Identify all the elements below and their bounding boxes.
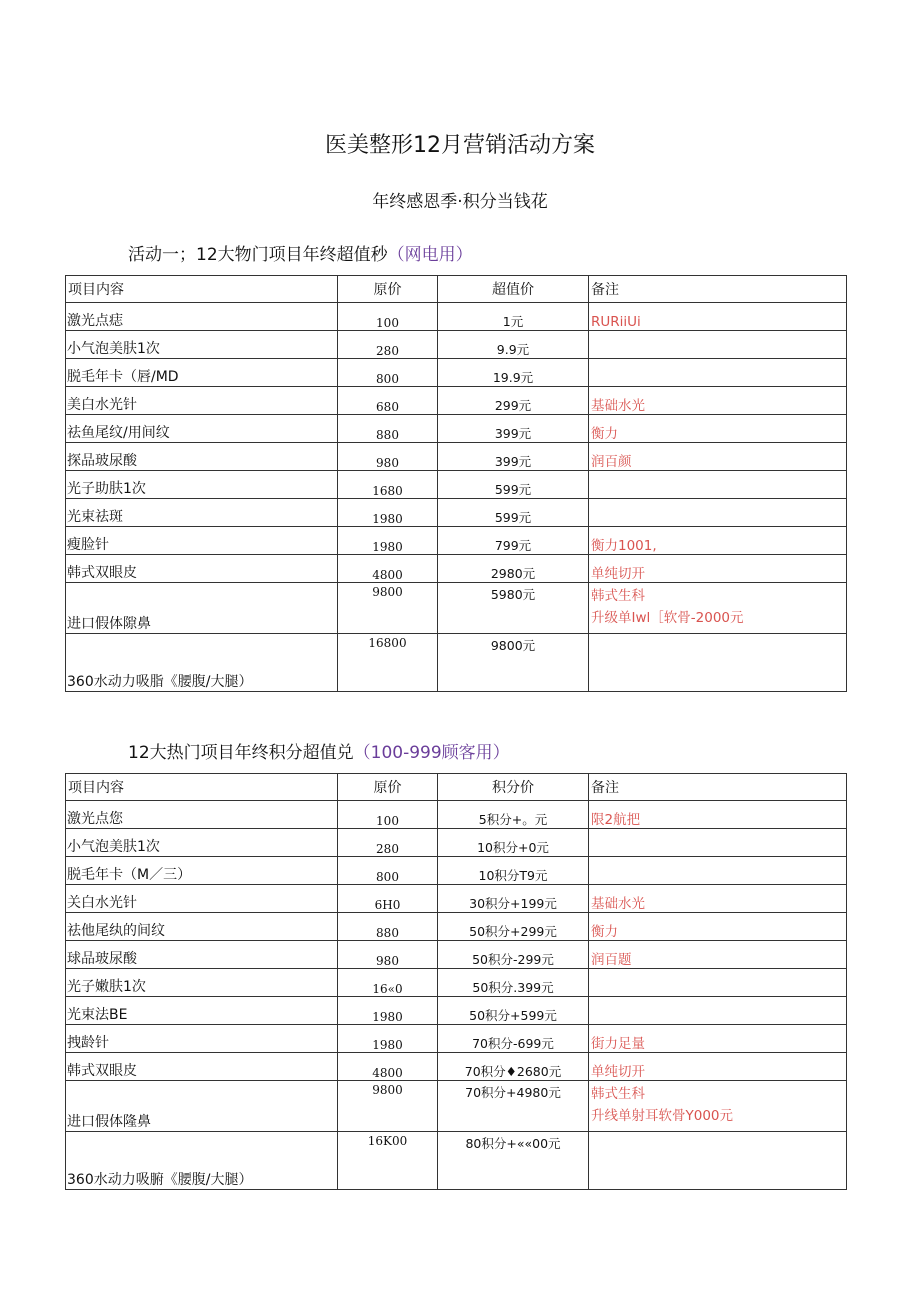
deal-price-cell: 9.9元 [438,331,589,359]
table-row [66,303,847,331]
item-name-cell: 进口假体隙鼻 [66,583,338,634]
table-row [66,359,847,387]
note-cell: 衡力1001, [589,527,847,555]
note-cell [589,359,847,387]
section1-table [65,275,847,692]
deal-price-cell: 1元 [438,303,589,331]
deal-price-cell: 599元 [438,471,589,499]
deal-price-cell: 9800元 [438,634,589,692]
deal-price-cell: 70积分♦2680元 [438,1053,589,1081]
table-row [66,331,847,359]
note-cell: RURiiUi [589,303,847,331]
orig-price-cell: 1980 [338,527,438,555]
item-name-cell: 拽龄针 [66,1025,338,1053]
section2-heading-paren: （100-999顾客用） [353,743,510,763]
item-name-cell: 脱毛年卡（M／三） [66,857,338,885]
table-row [66,1081,847,1132]
table-row [66,941,847,969]
item-name-cell: 360水动力吸腑《腰腹/大腿） [66,1132,338,1190]
deal-price-cell: 70积分-699元 [438,1025,589,1053]
table-row [66,499,847,527]
deal-price-cell: 799元 [438,527,589,555]
item-name-cell: 光束祛斑 [66,499,338,527]
orig-price-cell: 280 [338,331,438,359]
note-cell: 单纯切开 [589,1053,847,1081]
note-cell [589,829,847,857]
header-note: 备注 [589,774,847,801]
note-cell: 衡力 [589,913,847,941]
item-name-cell: 激光点痣 [66,303,338,331]
item-name-cell: 360水动力吸脂《腰腹/大腿） [66,634,338,692]
section2-table [65,773,847,1190]
orig-price-cell: 1980 [338,499,438,527]
note-cell [589,499,847,527]
note-cell: 限2航把 [589,801,847,829]
header-note: 备注 [589,276,847,303]
table-row [66,801,847,829]
table-header-row [66,774,847,801]
section2-heading [128,738,510,763]
deal-price-cell: 19.9元 [438,359,589,387]
table-row [66,555,847,583]
header-orig: 原价 [338,774,438,801]
header-deal: 积分价 [438,774,589,801]
deal-price-cell: 5980元 [438,583,589,634]
deal-price-cell: 50积分.399元 [438,969,589,997]
note-cell: 润百颜 [589,443,847,471]
table-row [66,1132,847,1190]
item-name-cell: 球品玻尿酸 [66,941,338,969]
table-row [66,443,847,471]
table-row [66,527,847,555]
orig-price-cell: 280 [338,829,438,857]
orig-price-cell: 100 [338,801,438,829]
orig-price-cell: 1980 [338,997,438,1025]
orig-price-cell: 100 [338,303,438,331]
section1-heading-main: 活动一；12大物门项目年终超值秒 [128,245,388,265]
deal-price-cell: 399元 [438,415,589,443]
orig-price-cell: 980 [338,443,438,471]
orig-price-cell: 16800 [338,634,438,692]
section1-heading-paren: （网电用） [387,245,473,265]
note-cell [589,583,847,634]
item-name-cell: 进口假体隆鼻 [66,1081,338,1132]
header-item: 项目内容 [66,276,338,303]
item-name-cell: 韩式双眼皮 [66,555,338,583]
orig-price-cell: 1680 [338,471,438,499]
note-cell: 基础水光 [589,387,847,415]
item-name-cell: 美白水光针 [66,387,338,415]
header-deal: 超值价 [438,276,589,303]
orig-price-cell: 6H0 [338,885,438,913]
orig-price-cell: 800 [338,359,438,387]
note-cell [589,1081,847,1132]
deal-price-cell: 50积分+599元 [438,997,589,1025]
note-cell [589,857,847,885]
orig-price-cell: 4800 [338,1053,438,1081]
table-row [66,857,847,885]
item-name-cell: 小气泡美肤1次 [66,829,338,857]
note-line-secondary: 升线单射耳软骨Y000元 [591,1108,734,1124]
table-row [66,885,847,913]
note-cell: 街力足量 [589,1025,847,1053]
table-row [66,1025,847,1053]
note-cell: 润百题 [589,941,847,969]
deal-price-cell: 399元 [438,443,589,471]
section2-heading-main: 12大热门项目年终积分超值兑 [128,743,354,763]
table-row [66,415,847,443]
deal-price-cell: 10积分T9元 [438,857,589,885]
deal-price-cell: 50积分+299元 [438,913,589,941]
note-cell [589,997,847,1025]
deal-price-cell: 599元 [438,499,589,527]
table-header-row [66,276,847,303]
note-line: 韩式生科 [591,1086,645,1102]
orig-price-cell: 1980 [338,1025,438,1053]
deal-price-cell: 70积分+4980元 [438,1081,589,1132]
table-row [66,387,847,415]
note-cell: 基础水光 [589,885,847,913]
table-row [66,829,847,857]
orig-price-cell: 980 [338,941,438,969]
note-cell [589,969,847,997]
deal-price-cell: 10积分+0元 [438,829,589,857]
note-line-secondary: 升级单Iwl［软骨-2000元 [591,610,744,626]
orig-price-cell: 680 [338,387,438,415]
item-name-cell: 关白水光针 [66,885,338,913]
item-name-cell: 光子助肤1次 [66,471,338,499]
table-row [66,997,847,1025]
note-line: 韩式生科 [591,588,645,604]
orig-price-cell: 9800 [338,583,438,634]
deal-price-cell: 50积分-299元 [438,941,589,969]
orig-price-cell: 800 [338,857,438,885]
item-name-cell: 祛他尾纨的间纹 [66,913,338,941]
deal-price-cell: 299元 [438,387,589,415]
item-name-cell: 光子嫩肤1次 [66,969,338,997]
deal-price-cell: 80积分+««00元 [438,1132,589,1190]
orig-price-cell: 16K00 [338,1132,438,1190]
item-name-cell: 祛鱼尾纹/用间纹 [66,415,338,443]
table-row [66,1053,847,1081]
table-row [66,583,847,634]
table-row [66,969,847,997]
note-cell [589,331,847,359]
note-cell: 衡力 [589,415,847,443]
orig-price-cell: 4800 [338,555,438,583]
orig-price-cell: 16«0 [338,969,438,997]
table-row [66,913,847,941]
section1-heading [128,240,473,265]
deal-price-cell: 30积分+199元 [438,885,589,913]
header-orig: 原价 [338,276,438,303]
orig-price-cell: 9800 [338,1081,438,1132]
header-item: 项目内容 [66,774,338,801]
item-name-cell: 小气泡美肤1次 [66,331,338,359]
orig-price-cell: 880 [338,415,438,443]
page-title: 医美整形12月营销活动方案 [325,133,595,158]
deal-price-cell: 2980元 [438,555,589,583]
item-name-cell: 光束法BE [66,997,338,1025]
table-row [66,471,847,499]
item-name-cell: 韩式双眼皮 [66,1053,338,1081]
orig-price-cell: 880 [338,913,438,941]
note-cell [589,1132,847,1190]
table-row [66,634,847,692]
item-name-cell: 探品玻尿酸 [66,443,338,471]
note-cell: 单纯切开 [589,555,847,583]
page-subtitle: 年终感恩季·积分当钱花 [372,192,548,212]
item-name-cell: 激光点您 [66,801,338,829]
item-name-cell: 脱毛年卡（唇/MD [66,359,338,387]
note-cell [589,634,847,692]
note-cell [589,471,847,499]
deal-price-cell: 5积分+。元 [438,801,589,829]
item-name-cell: 瘦脸针 [66,527,338,555]
